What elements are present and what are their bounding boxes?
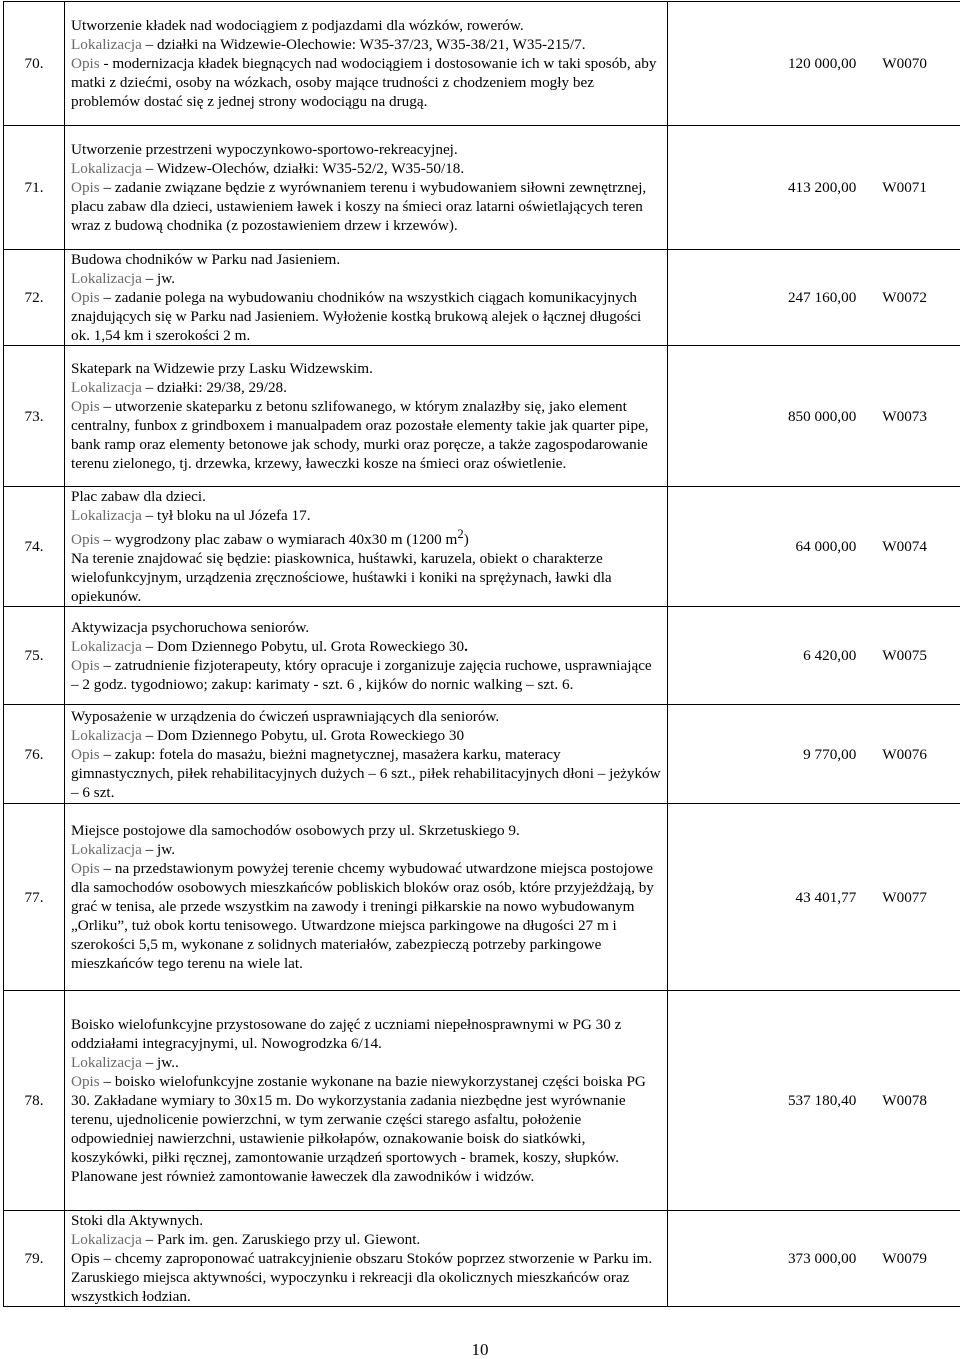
table-row (4, 1211, 960, 1307)
field-label: Lokalizacja (71, 841, 142, 859)
description-text: – zadanie związane będzie z wyrównaniem terenu i wybudowaniem siłowni zewnętrznej, placu zabaw dla dzieci, ustawieniem ławek i koszy na śmieci oraz latarni oświetlających teren wraz z budową chodnika (z pozostawieniem drzew i krzewów). (71, 179, 647, 234)
description-text: – wygrodzony plac zabaw o wymiarach 40x30 m (1200 m (99, 531, 458, 549)
cost-and-code (668, 745, 960, 764)
description-text: – utworzenie skateparku z betonu szlifowanego, w którym znalazłby się, jako element centralny, funbox z grindboxem i manualpadem oraz pozostałe elementy takie jak quarter pipe, bank ramp oraz elementy betonowe jak schody, murki oraz poręcze, a także zagospodarowanie terenu zielonego, tj. drzewka, krzewy, ławeczki kosze na śmieci oraz oświetlenie. (71, 398, 649, 472)
description-line (71, 178, 663, 235)
description-text: Na terenie znajdować się będzie: piaskownica, huśtawki, karuzela, obiekt o charakterze wielofunkcyjnym, urządzenia zręcznościowe, huśtawki i koniki na sprężynach, ławki dla opiekunów. (71, 550, 612, 606)
project-code: W0074 (882, 538, 927, 556)
description-line (71, 506, 663, 525)
description-line (71, 397, 663, 473)
cost-cell (668, 126, 960, 250)
description-text: – tył bloku na ul Józefa 17. (141, 507, 311, 524)
description-text: Miejsce postojowe dla samochodów osobowych przy ul. Skrzetuskiego 9. (71, 822, 520, 840)
description-line (71, 707, 663, 726)
description-line (71, 1072, 663, 1186)
field-label: Opis (71, 1073, 100, 1091)
project-description (65, 804, 668, 991)
row-number: 73. (4, 346, 65, 487)
description-text: Stoki dla Aktywnych. (71, 1212, 204, 1230)
description-line (71, 269, 663, 288)
table-row (4, 487, 960, 607)
project-code: W0078 (882, 1092, 927, 1110)
cost-cell (668, 1211, 960, 1307)
description-line (71, 525, 663, 549)
field-label: Lokalizacja (71, 379, 142, 396)
description-line (71, 821, 663, 840)
field-label: Lokalizacja (71, 726, 142, 744)
description-line (71, 378, 663, 397)
description-line (71, 359, 663, 378)
description-text: Opis – chcemy zaproponować uatrakcyjnienie obszaru Stoków poprzez stworzenie w Parku im. Zaruskiego miejsca aktywności, wypoczynku i rekreacji dla okolicznych mieszkańców oraz wszystkich łodzian. (71, 1250, 653, 1306)
project-cost: 850 000,00 (787, 407, 857, 425)
cost-and-code (668, 178, 960, 197)
field-label: Lokalizacja (71, 1054, 142, 1072)
project-description (65, 126, 668, 250)
project-cost: 6 420,00 (803, 647, 857, 665)
row-number: 71. (4, 126, 65, 250)
cost-and-code (668, 646, 960, 665)
table-row (4, 250, 960, 346)
description-text: Skatepark na Widzewie przy Lasku Widzewskim. (71, 360, 373, 377)
project-code: W0072 (882, 289, 927, 306)
field-label: Opis (71, 398, 100, 415)
field-label: Opis (71, 55, 100, 72)
description-text: Boisko wielofunkcyjne przystosowane do zajęć z uczniami niepełnosprawnymi w PG 30 z oddziałami integracyjnymi, ul. Nowogrodzka 6/14. (71, 1016, 622, 1053)
project-cost: 373 000,00 (787, 1250, 857, 1268)
description-line (71, 745, 663, 802)
field-label: Opis (71, 860, 100, 878)
description-text: – zadanie polega na wybudowaniu chodników na wszystkich ciągach komunikacyjnych znajdujących się w Parku nad Jasieniem. Wyłożenie kostką brukową alejek o łącznej długości ok. 1,54 km i szerokości 2 m. (71, 289, 642, 344)
project-cost: 537 180,40 (787, 1092, 857, 1110)
project-description (65, 991, 668, 1211)
description-text: - modernizacja kładek biegnących nad wodociągiem i dostosowanie ich w taki sposób, aby matki z dziećmi, osoby na wózkach, osoby mające trudności z chodzeniem mogły bez problemów dostać się z jednej strony wodociągu na drugą. (71, 55, 657, 110)
row-number: 76. (4, 705, 65, 804)
description-text: – na przedstawionym powyżej terenie chcemy wybudować utwardzone miejsca postojowe dla samochodów osobowych mieszkańców pobliskich bloków oraz osób, które przyjeżdżają, by grać w tenisa, ale przede wszystkim na zawody i treningi piłkarskie na nowo wybudowanym „Orliku”, tuż obok kortu tenisowego. Utwardzone miejsca parkingowe na długości 27 m i szerokości 5,5 m, wykonane z solidnych materiałów, zabezpieczą potrzeby parkingowe mieszkańców tego terenu na wiele lat. (71, 860, 654, 973)
table-row (4, 991, 960, 1211)
project-cost: 247 160,00 (787, 289, 857, 306)
field-label: Opis (71, 531, 100, 549)
table-row (4, 607, 960, 705)
project-description (65, 346, 668, 487)
field-label: Opis (71, 289, 100, 306)
field-label: Lokalizacja (71, 160, 142, 177)
row-number: 70. (4, 2, 65, 126)
field-label: Lokalizacja (71, 507, 142, 524)
cost-cell (668, 607, 960, 705)
cost-and-code (668, 407, 960, 426)
description-line (71, 1211, 663, 1230)
project-description (65, 607, 668, 705)
description-line (71, 637, 663, 656)
cost-cell (668, 991, 960, 1211)
cost-and-code (668, 1249, 960, 1268)
table-row (4, 705, 960, 804)
description-text: – jw. (141, 270, 176, 287)
project-code: W0076 (882, 745, 927, 763)
row-number: 78. (4, 991, 65, 1211)
project-description (65, 250, 668, 346)
description-line (71, 1230, 663, 1249)
row-number: 79. (4, 1211, 65, 1307)
cost-cell (668, 346, 960, 487)
row-number: 77. (4, 804, 65, 991)
page-number: 10 (471, 1340, 489, 1359)
superscript: 2 (457, 527, 464, 541)
cost-and-code (668, 537, 960, 556)
description-text: Wyposażenie w urządzenia do ćwiczeń usprawniających dla seniorów. (71, 707, 500, 725)
description-text: Utworzenie przestrzeni wypoczynkowo-sportowo-rekreacyjnej. (71, 141, 458, 158)
project-description (65, 705, 668, 804)
cost-cell (668, 705, 960, 804)
description-line (71, 1053, 663, 1072)
description-line (71, 288, 663, 345)
description-text: – Dom Dziennego Pobytu, ul. Grota Roweckiego 30 (141, 637, 465, 655)
table-row (4, 126, 960, 250)
bold-text: . (464, 637, 468, 655)
description-text: – Widzew-Olechów, działki: W35-52/2, W35-50/18. (141, 160, 465, 177)
description-line (71, 16, 663, 35)
field-label: Lokalizacja (71, 36, 142, 53)
row-number: 72. (4, 250, 65, 346)
description-text: – zatrudnienie fizjoterapeuty, który opracuje i zorganizuje zajęcia ruchowe, usprawniające – 2 godz. tygodniowo; zakup: karimaty - szt. 6 , kijków do nornic walking – szt. 6. (71, 656, 652, 693)
table-row (4, 346, 960, 487)
project-cost: 64 000,00 (795, 538, 857, 556)
description-text: Utworzenie kładek nad wodociągiem z podjazdami dla wózków, rowerów. (71, 17, 524, 34)
field-label: Opis (71, 745, 100, 763)
description-text: – Park im. gen. Zaruskiego przy ul. Giewont. (141, 1231, 421, 1249)
project-code: W0073 (882, 407, 927, 425)
description-line (71, 1015, 663, 1053)
field-label: Lokalizacja (71, 1231, 142, 1249)
description-text: – Dom Dziennego Pobytu, ul. Grota Roweckiego 30 (141, 726, 465, 744)
description-line (71, 656, 663, 694)
project-cost: 43 401,77 (795, 888, 857, 906)
description-text: – jw. (141, 841, 176, 859)
project-cost: 9 770,00 (803, 745, 857, 763)
description-text: Budowa chodników w Parku nad Jasieniem. (71, 251, 341, 268)
cost-cell (668, 2, 960, 126)
row-number: 74. (4, 487, 65, 607)
description-text: – boisko wielofunkcyjne zostanie wykonane na bazie niewykorzystanej części boiska PG 30. Zakładane wymiary to 30x15 m. Do wykorzystania zadania niezbędne jest wyrównanie terenu, ujednolicenie powierzchni, w tym zerwanie części starego asfaltu, położenie odpowiedniej nawierzchni, ustawienie piłkołapów, oznakowanie boisk do siatkówki, koszykówki, piłki ręcznej, zamontowanie urządzeń sportowych - bramek, koszy, słupków. Planowane jest również zamontowanie ławeczek dla zawodników i widzów. (71, 1073, 646, 1186)
description-line (71, 618, 663, 637)
cost-and-code (668, 54, 960, 73)
field-label: Lokalizacja (71, 270, 142, 287)
projects-table (3, 1, 960, 1307)
description-text: – zakup: fotela do masażu, bieżni magnetycznej, masażera karku, materacy gimnastycznych, piłek rehabilitacyjnych dużych – 6 szt., piłek rehabilitacyjnych dłoni – jeżyków – 6 szt. (71, 745, 661, 801)
description-text: – działki: 29/38, 29/28. (141, 379, 287, 396)
description-line (71, 250, 663, 269)
project-description (65, 2, 668, 126)
table-row (4, 2, 960, 126)
row-number: 75. (4, 607, 65, 705)
field-label: Lokalizacja (71, 637, 142, 655)
description-text: Aktywizacja psychoruchowa seniorów. (71, 618, 310, 636)
project-code: W0077 (882, 888, 927, 906)
project-description (65, 487, 668, 607)
field-label: Opis (71, 656, 100, 674)
description-line (71, 487, 663, 506)
description-line (71, 159, 663, 178)
project-cost: 120 000,00 (787, 55, 857, 72)
description-line (71, 859, 663, 973)
cost-and-code (668, 1091, 960, 1110)
project-code: W0070 (882, 55, 927, 72)
description-line (71, 549, 663, 606)
project-code: W0071 (882, 179, 927, 196)
cost-and-code (668, 888, 960, 907)
description-text: Plac zabaw dla dzieci. (71, 488, 206, 505)
description-text: ) (463, 531, 469, 549)
description-line (71, 726, 663, 745)
project-cost: 413 200,00 (787, 179, 857, 196)
project-code: W0075 (882, 647, 927, 665)
cost-and-code (668, 288, 960, 307)
field-label: Opis (71, 179, 100, 196)
project-code: W0079 (882, 1250, 927, 1268)
description-line (71, 35, 663, 54)
description-text: – działki na Widzewie-Olechowie: W35-37/23, W35-38/21, W35-215/7. (141, 36, 586, 53)
description-text: – jw.. (141, 1054, 179, 1072)
cost-cell (668, 250, 960, 346)
description-line (71, 140, 663, 159)
description-line (71, 54, 663, 111)
table-row (4, 804, 960, 991)
project-description (65, 1211, 668, 1307)
description-line (71, 1249, 663, 1306)
cost-cell (668, 804, 960, 991)
description-line (71, 840, 663, 859)
projects-table-body (4, 2, 960, 1307)
cost-cell (668, 487, 960, 607)
